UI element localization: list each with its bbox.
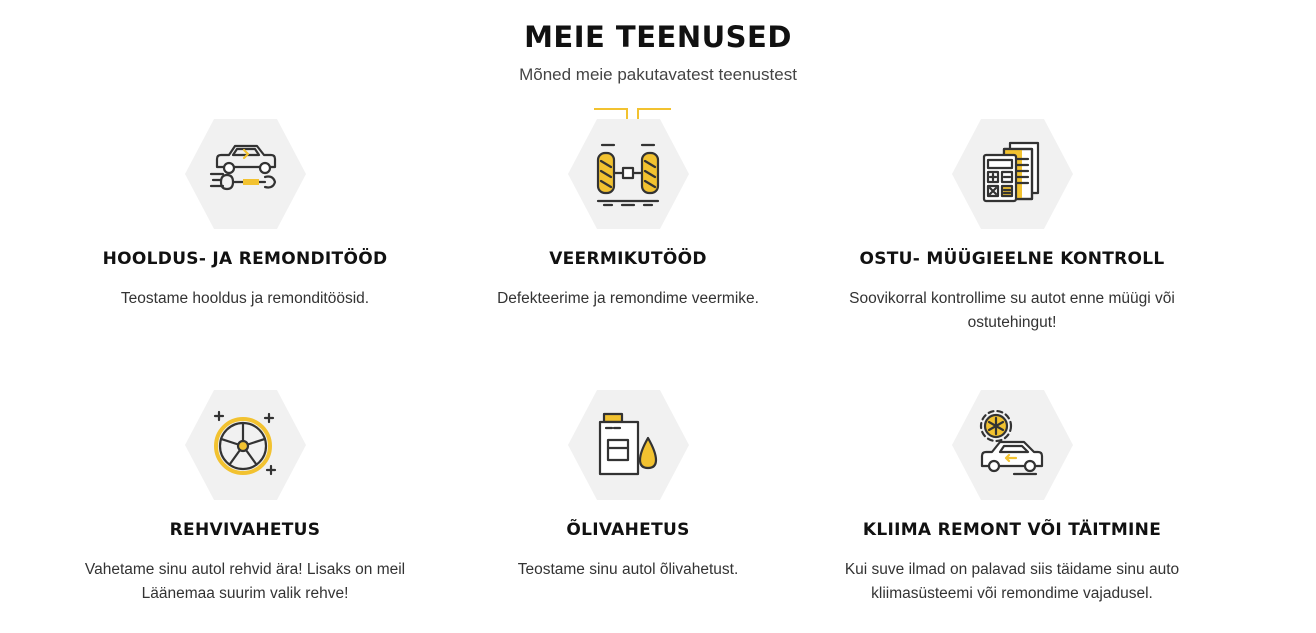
wheel-rim-icon (209, 408, 281, 480)
service-title: ÕLIVAHETUS (566, 520, 690, 540)
service-description: Defekteerime ja remondime veermike. (497, 290, 759, 307)
service-description: Soovikorral kontrollime su autot enne müügi või ostutehingut! (849, 290, 1175, 331)
car-repair-icon (209, 137, 281, 209)
car-ac-icon (976, 408, 1048, 480)
service-title: REHVIVAHETUS (169, 520, 321, 540)
service-description: Teostame sinu autol õlivahetust. (517, 561, 739, 578)
page-subtitle: Mõned meie pakutavatest teenustest (519, 65, 797, 84)
service-description: Kui suve ilmad on palavad siis täidame sinu auto kliimasüsteemi või remondime vajadusel. (844, 561, 1180, 602)
service-title: VEERMIKUTÖÖD (549, 249, 707, 269)
service-title: HOOLDUS- JA REMONDITÖÖD (102, 249, 388, 269)
service-title: OSTU- MÜÜGIEELNE KONTROLL (859, 249, 1165, 269)
oil-canister-icon (592, 408, 664, 480)
service-title: KLIIMA REMONT VÕI TÄITMINE (862, 520, 1162, 540)
suspension-icon (592, 137, 664, 209)
service-description: Vahetame sinu autol rehvid ära! Lisaks on meil Läänemaa suurim valik rehve! (84, 561, 406, 602)
calculator-documents-icon (976, 137, 1048, 209)
service-description: Teostame hooldus ja remonditöösid. (120, 290, 370, 307)
page-title: MEIE TEENUSED (524, 20, 792, 54)
